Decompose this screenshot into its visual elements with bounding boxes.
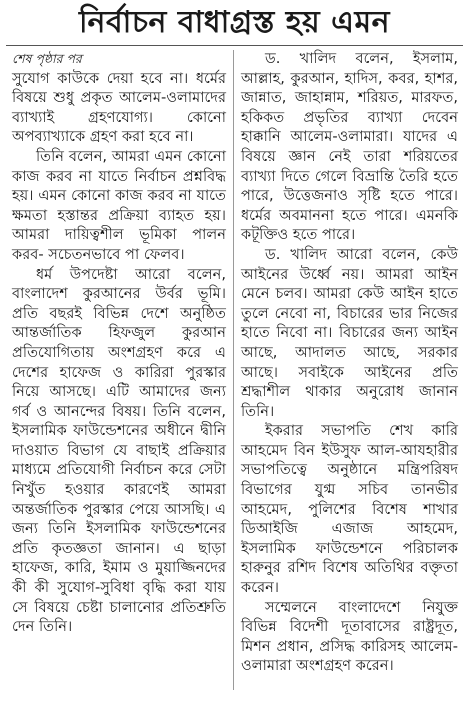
paragraph: সম্মেলনে বাংলাদেশে নিযুক্ত বিভিন্ন বিদেশী দূতাবাসের রাষ্ট্রদূত, মিশন প্রধান, প্রসিদ্ধ কারিসহ আলেম-ওলামারা অংশগ্রহণ করেন। (241, 598, 458, 675)
paragraph: ধর্ম উপদেষ্টা আরো বলেন, বাংলাদেশ কুরআনের উর্বর ভূমি। প্রতি বছরই বিভিন্ন দেশে অনুষ্ঠিত আন্তর্জাতিক হিফজুল কুরআন প্রতিযোগিতায় অংশগ্রহণ করে এ দেশের হাফেজ ও কারিরা পুরস্কার নিয়ে আসছে। এটি আমাদের জন্য গর্ব ও আনন্দের বিষয়। তিনি বলেন, ইসলামিক ফাউন্ডেশনের অধীনে দ্বীনি দাওয়াত বিভাগ যে বাছাই প্রক্রিয়ার মাধ্যমে প্রতিযোগী নির্বাচন করে সেটা নিখুঁত হওয়ার কারণেই আমরা অন্তর্জাতিক পুরস্কার পেয়ে আসছি। এ জন্য তিনি ইসলামিক ফাউন্ডেশনের প্রতি কৃতজ্ঞতা জানান। এ ছাড়া হাফেজ, কারি, ইমাম ও মুয়াজ্জিনদের কী কী সুযোগ-সুবিধা বৃদ্ধি করা যায় সে বিষয়ে চেষ্টা চালানোর প্রতিশ্রুতি দেন তিনি। (12, 265, 226, 636)
paragraph: ইকরার সভাপতি শেখ কারি আহমেদ বিন ইউসুফ আল-আযহারীর সভাপতিত্বে অনুষ্ঠানে মন্ত্রিপরিষদ বিভাগের যুগ্ম সচিব তানভীর আহমেদ, পুলিশের বিশেষ শাখার ডিআইজি এজাজ আহমেদ, ইসলামিক ফাউন্ডেশনে পরিচালক হারুনুর রশিদ বিশেষ অতিথির বক্তৃতা করেন। (241, 422, 458, 597)
headline-rule (6, 45, 463, 46)
paragraph: তিনি বলেন, আমরা এমন কোনো কাজ করব না যাতে নির্বাচন প্রশ্নবিদ্ধ হয়। এমন কোনো কাজ করব না যাতে ক্ষমতা হস্তান্তর প্রক্রিয়া ব্যাহত হয়। আমরা দায়িত্বশীল ভূমিকা পালন করব- সচেতনভাবে পা ফেলব। (12, 147, 226, 263)
continuation-label: শেষ পৃষ্ঠার পর (12, 51, 82, 66)
article-column-right (241, 49, 458, 676)
paragraph: সুযোগ কাউকে দেয়া হবে না। ধর্মের বিষয়ে শুধু প্রকৃত আলেম-ওলামাদের ব্যাখ্যাই গ্রহণযোগ্য। কোনো অপব্যাখ্যাকে গ্রহণ করা হবে না। (12, 69, 226, 146)
article-headline: নির্বাচন বাধাগ্রস্ত হয় এমন (78, 5, 391, 40)
paragraph: ড. খালিদ বলেন, ইসলাম, আল্লাহ, কুরআন, হাদিস, কবর, হাশর, জান্নাত, জাহান্নাম, শরিয়ত, মারফত, হকিকত প্রভৃতির ব্যাখ্যা দেবেন হাক্কানি আলেম-ওলামারা। যাদের এ বিষয়ে জ্ঞান নেই তারা শরিয়তের ব্যাখ্যা দিতে গেলে বিভ্রান্তি তৈরি হতে পারে, উত্তেজনাও সৃষ্টি হতে পারে। ধর্মের অবমাননা হতে পারে। এমনকি কটূক্তিও হতে পারে। (241, 50, 458, 244)
column-divider (233, 50, 234, 690)
paragraph: ড. খালিদ আরো বলেন, কেউ আইনের উর্ধ্বে নয়। আমরা আইন মেনে চলব। আমরা কেউ আইন হাতে তুলে নেবো না, বিচারের ভার নিজের হাতে নিবো না। বিচারের জন্য আইন আছে, আদালত আছে, সরকার আছে। সবাইকে আইনের প্রতি শ্রদ্ধাশীল থাকার অনুরোধ জানান তিনি। (241, 245, 458, 420)
article-column-left (12, 49, 226, 637)
